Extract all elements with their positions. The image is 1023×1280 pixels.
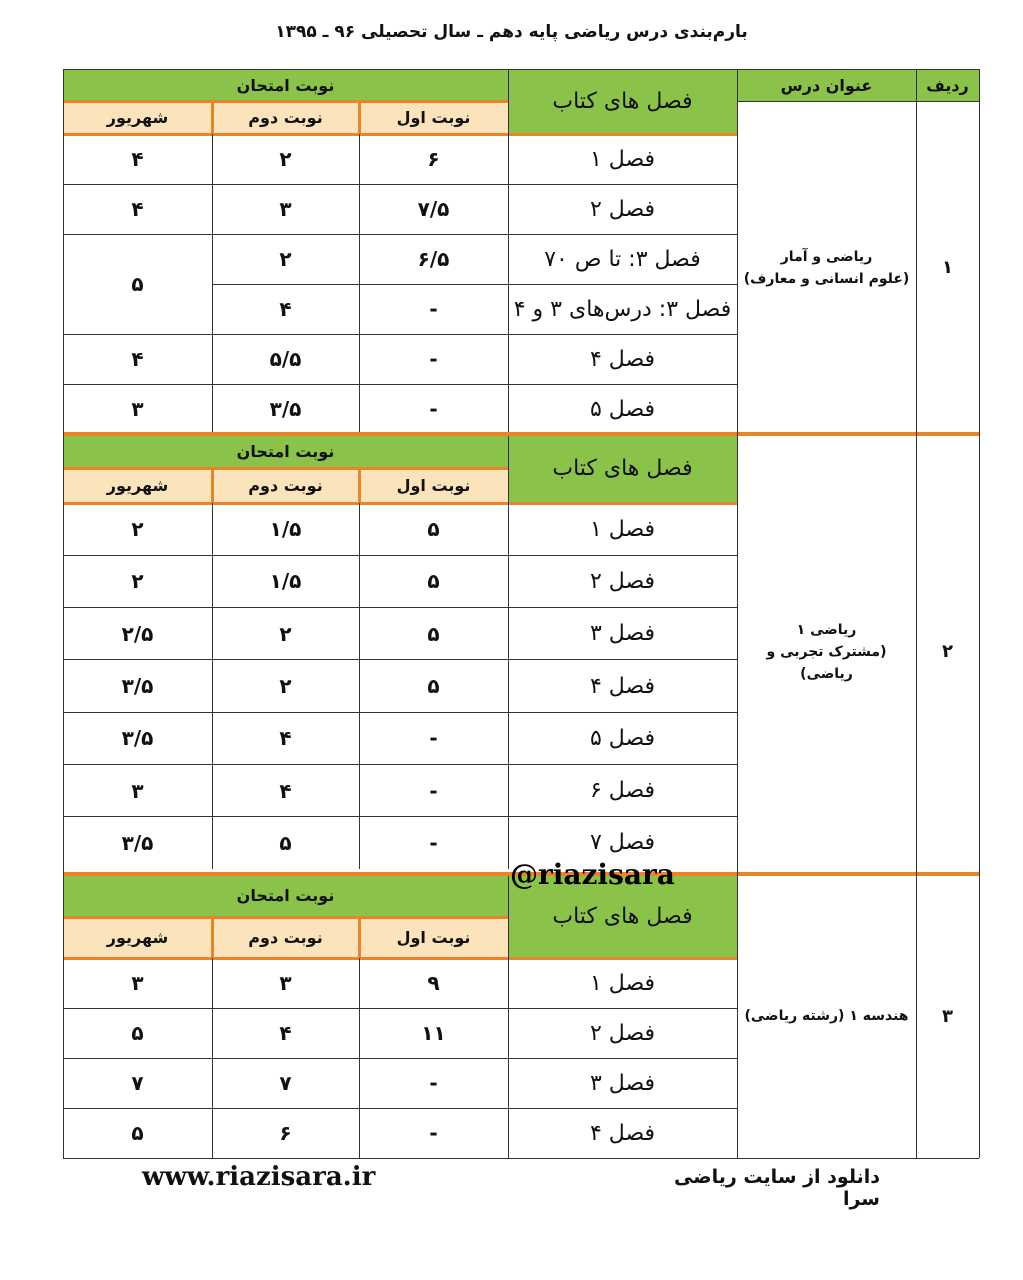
grid-line <box>212 503 213 869</box>
first-round-score: ۵ <box>427 517 440 542</box>
chapter-cell: فصل ۱ <box>589 970 656 996</box>
second-round-score: ۷ <box>279 1071 292 1095</box>
grid-line <box>737 101 979 102</box>
header-second-round: نوبت دوم <box>212 917 359 958</box>
chapter-cell: فصل ۱ <box>589 146 656 172</box>
first-round-score: ۱۱ <box>421 1021 446 1045</box>
page-title: بارم‌بندی درس ریاضی پایه دهم ـ سال تحصیلی ۹۶ ـ ۱۳۹۵ <box>275 22 748 42</box>
grid-line <box>212 284 737 285</box>
shahrivar-score: ۳ <box>131 778 144 803</box>
first-round-score: - <box>429 397 438 421</box>
chapter-cell: فصل ۴ <box>589 673 656 699</box>
shahrivar-score: ۳ <box>131 971 144 995</box>
grid-line <box>508 874 509 958</box>
grid-line <box>359 134 360 434</box>
shahrivar-score: ۵ <box>131 1121 144 1145</box>
second-round-score: ۵ <box>279 830 292 855</box>
grid-line <box>63 1108 737 1109</box>
grid-line <box>63 100 508 103</box>
shahrivar-score: ۵ <box>131 272 144 296</box>
first-round-score: ۵ <box>427 674 440 699</box>
chapter-cell: فصل ۷ <box>589 830 656 856</box>
second-round-score: ۵/۵ <box>269 347 302 371</box>
shahrivar-score: ۵ <box>131 1021 144 1045</box>
grid-line <box>358 917 361 958</box>
first-round-score: - <box>429 830 438 855</box>
grid-line <box>508 133 737 136</box>
header-chapters: فصل های کتاب <box>508 874 737 958</box>
grid-line <box>737 69 738 1158</box>
chapter-cell: فصل ۶ <box>589 778 656 804</box>
first-round-score: ۶ <box>427 147 440 171</box>
subject-title-cell <box>737 874 916 1158</box>
grid-line <box>211 101 214 134</box>
grid-line <box>508 434 509 503</box>
footer-url: www.riazisara.ir <box>142 1162 376 1192</box>
first-round-score: - <box>429 1121 438 1145</box>
grid-line <box>63 432 979 436</box>
header-shahrivar: شهریور <box>63 917 212 958</box>
chapter-cell: فصل ۴ <box>589 1120 656 1146</box>
grid-line <box>63 957 508 960</box>
chapter-cell: فصل ۱ <box>589 516 656 542</box>
shahrivar-score: ۴ <box>131 197 144 221</box>
second-round-score: ۴ <box>279 778 292 803</box>
grid-line <box>63 334 737 335</box>
subject-title-line: ریاضی) <box>800 665 853 682</box>
shahrivar-score: ۳ <box>131 397 144 421</box>
grid-line <box>63 607 737 608</box>
header-second-round: نوبت دوم <box>212 101 359 134</box>
grid-line <box>359 958 360 1158</box>
grid-line <box>63 1008 737 1009</box>
grid-line <box>63 184 737 185</box>
chapter-cell: فصل ۲ <box>589 568 656 594</box>
second-round-score: ۲ <box>279 674 292 699</box>
grid-line <box>63 69 64 1158</box>
grid-line <box>508 134 509 434</box>
chapter-cell: فصل ۳: درس‌های ۳ و ۴ <box>513 296 732 322</box>
shahrivar-score: ۳/۵ <box>121 674 154 699</box>
second-round-score: ۴ <box>279 1021 292 1045</box>
grid-line <box>63 1058 737 1059</box>
subject-title-line: (علوم انسانی و معارف) <box>743 270 910 287</box>
grid-line <box>63 712 737 713</box>
grid-line <box>979 69 980 1158</box>
subject-title-cell <box>737 101 916 434</box>
header-shahrivar: شهریور <box>63 101 212 134</box>
shahrivar-score: ۴ <box>131 347 144 371</box>
chapter-cell: فصل ۳ <box>589 621 656 647</box>
header-exam-round: نوبت امتحان <box>63 69 508 101</box>
first-round-score: ۶/۵ <box>417 247 450 271</box>
shahrivar-score: ۲ <box>131 569 144 594</box>
grid-line <box>63 659 737 660</box>
grid-line <box>63 234 737 235</box>
subject-title-cell <box>737 434 916 869</box>
second-round-score: ۶ <box>279 1121 292 1145</box>
header-second-round: نوبت دوم <box>212 468 359 503</box>
grid-line <box>63 502 508 505</box>
second-round-score: ۳ <box>279 197 292 221</box>
grid-line <box>508 957 737 960</box>
shahrivar-score: ۳/۵ <box>121 726 154 751</box>
radif-cell: ۲ <box>942 641 953 663</box>
shahrivar-score: ۳/۵ <box>121 830 154 855</box>
subject-title-line: ریاضی و آمار <box>780 248 873 265</box>
header-exam-round: نوبت امتحان <box>63 434 508 468</box>
header-chapters: فصل های کتاب <box>508 434 737 503</box>
subject-title-line: هندسه ۱ (رشته ریاضی) <box>744 1008 909 1024</box>
chapter-cell: فصل ۳: تا ص ۷۰ <box>544 246 701 272</box>
first-round-score: ۷/۵ <box>417 197 450 221</box>
grid-line <box>358 468 361 503</box>
footer-download-note: دانلود از سایت ریاضی سرا <box>674 1166 880 1210</box>
grid-line <box>508 502 737 505</box>
second-round-score: ۴ <box>279 297 292 321</box>
header-first-round: نوبت اول <box>359 917 508 958</box>
grid-line <box>212 134 213 434</box>
second-round-score: ۴ <box>279 726 292 751</box>
chapter-cell: فصل ۵ <box>589 396 656 422</box>
first-round-score: ۵ <box>427 569 440 594</box>
grid-line <box>508 503 509 869</box>
grid-line <box>211 468 214 503</box>
shahrivar-score: ۲/۵ <box>121 621 154 646</box>
grid-line <box>63 816 737 817</box>
shahrivar-score: ۷ <box>131 1071 144 1095</box>
radif-cell: ۳ <box>942 1005 953 1027</box>
grid-line <box>63 1158 979 1159</box>
first-round-score: - <box>429 778 438 803</box>
watermark: @riazisara <box>510 858 675 891</box>
chapter-cell: فصل ۵ <box>589 725 656 751</box>
subject-title-line: ریاضی ۱ <box>796 621 857 638</box>
grid-line <box>359 503 360 869</box>
grid-line <box>211 917 214 958</box>
header-radif: ردیف <box>916 69 979 101</box>
grid-line <box>508 69 509 134</box>
grid-line <box>63 384 737 385</box>
grid-line <box>212 958 213 1158</box>
header-shahrivar: شهریور <box>63 468 212 503</box>
second-round-score: ۳ <box>279 971 292 995</box>
second-round-score: ۳/۵ <box>269 397 302 421</box>
first-round-score: ۹ <box>427 971 440 995</box>
header-chapters: فصل های کتاب <box>508 69 737 134</box>
shahrivar-score: ۴ <box>131 147 144 171</box>
first-round-score: - <box>429 726 438 751</box>
grid-line <box>508 958 509 1158</box>
grid-line <box>63 764 737 765</box>
second-round-score: ۲ <box>279 247 292 271</box>
grid-line <box>358 101 361 134</box>
header-first-round: نوبت اول <box>359 101 508 134</box>
subject-title-line: (مشترک تجربی و <box>766 643 887 660</box>
second-round-score: ۱/۵ <box>269 569 302 594</box>
grid-line <box>63 916 508 919</box>
chapter-cell: فصل ۴ <box>589 346 656 372</box>
second-round-score: ۲ <box>279 621 292 646</box>
header-exam-round: نوبت امتحان <box>63 874 508 917</box>
shahrivar-score: ۲ <box>131 517 144 542</box>
chapter-cell: فصل ۲ <box>589 1020 656 1046</box>
second-round-score: ۱/۵ <box>269 517 302 542</box>
grid-line <box>916 69 917 1158</box>
chapter-cell: فصل ۳ <box>589 1070 656 1096</box>
grid-line <box>63 467 508 470</box>
grid-line <box>63 555 737 556</box>
first-round-score: - <box>429 1071 438 1095</box>
chapter-cell: فصل ۲ <box>589 196 656 222</box>
radif-cell: ۱ <box>942 257 953 278</box>
grid-line <box>63 69 979 70</box>
header-subject-title: عنوان درس <box>737 69 916 101</box>
first-round-score: ۵ <box>427 621 440 646</box>
header-first-round: نوبت اول <box>359 468 508 503</box>
first-round-score: - <box>429 297 438 321</box>
grid-line <box>63 133 508 136</box>
first-round-score: - <box>429 347 438 371</box>
second-round-score: ۲ <box>279 147 292 171</box>
